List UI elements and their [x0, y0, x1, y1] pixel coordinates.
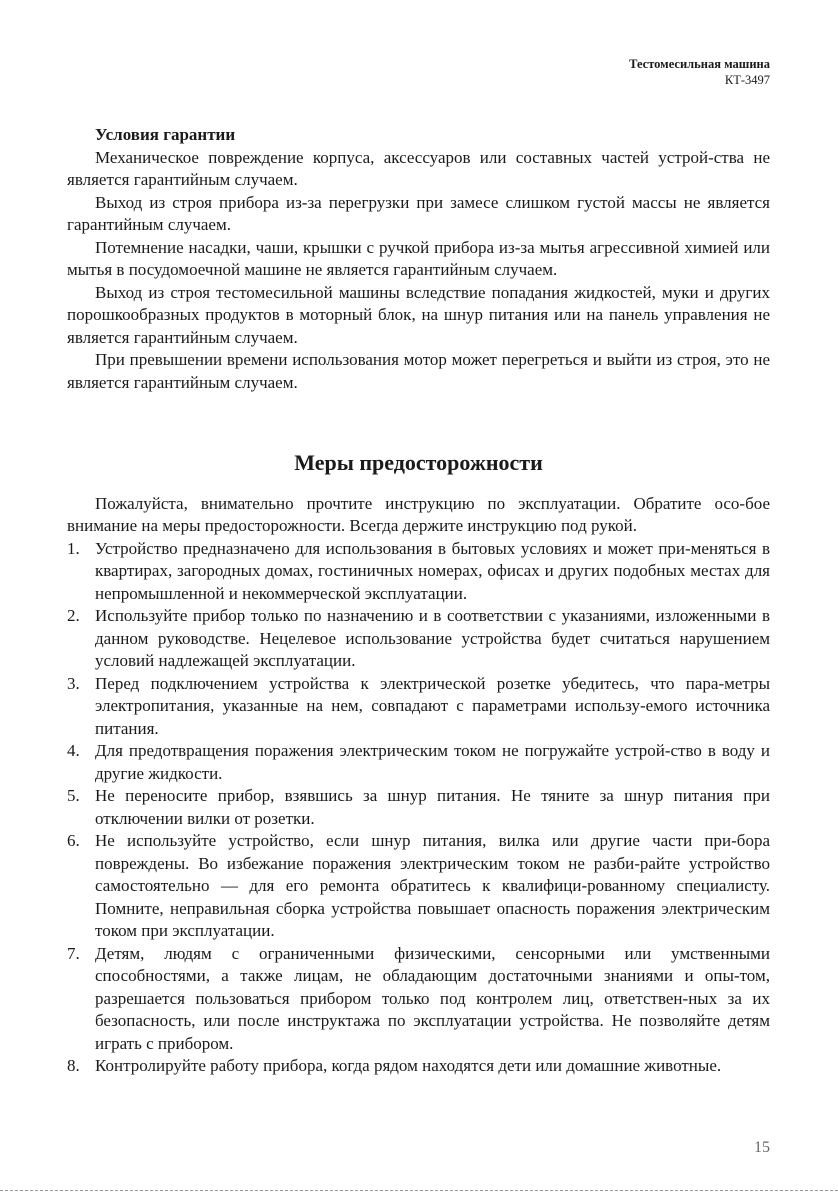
item-text: Детям, людям с ограниченными физическими, сенсорными или умственными способностями, а также лицам, не обладающим достаточными знаниями и опы-том, разрешается пользоваться прибором только под контролем лиц, ответствен-ных за их безопасность, или после инструктажа по эксплуатации устройства. Не позволяйте детям играть с прибором.: [95, 943, 770, 1053]
list-item: [67, 785, 770, 830]
page-edge-divider: [0, 1190, 838, 1191]
item-number: 5.: [67, 786, 80, 805]
precautions-intro: Пожалуйста, внимательно прочтите инструкцию по эксплуатации. Обратите осо-бое внимание на меры предосторожности. Всегда держите инструкцию под рукой.: [67, 493, 770, 535]
item-text: Не переносите прибор, взявшись за шнур питания. Не тяните за шнур питания при отключении вилки от розетки.: [95, 786, 770, 828]
list-item: [67, 605, 770, 673]
precautions-list: [67, 538, 770, 1078]
item-text: Перед подключением устройства к электрической розетке убедитесь, что пара-метры электропитания, указанные на нем, совпадают с параметрами использу-емого источника питания.: [95, 673, 770, 738]
product-model: КТ-3497: [724, 73, 770, 87]
list-item: [67, 1055, 770, 1078]
list-item: [67, 830, 770, 943]
page-content: [67, 124, 770, 1078]
item-number: 3.: [67, 673, 80, 693]
warranty-title: Условия гарантии: [95, 125, 236, 144]
warranty-paragraph: При превышении времени использования мотор может перегреться и выйти из строя, это не является гарантийным случаем.: [67, 350, 770, 392]
item-text: Устройство предназначено для использования в бытовых условиях и может при-меняться в квартирах, загородных домах, гостиничных номерах, офисах и других подобных местах для непромышленной и некоммерческой эксплуатации.: [95, 538, 770, 603]
page-number: 15: [754, 1139, 770, 1156]
item-number: 8.: [67, 1056, 80, 1075]
item-number: 2.: [67, 606, 80, 625]
item-text: Для предотвращения поражения электрическим током не погружайте устрой-ство в воду и другие жидкости.: [95, 741, 770, 783]
list-item: [67, 673, 770, 741]
item-text: Используйте прибор только по назначению и в соответствии с указаниями, изложенными в данном руководстве. Нецелевое использование устройства будет считаться нарушением условий надлежащей эксплуатации.: [95, 606, 770, 670]
warranty-paragraph: Потемнение насадки, чаши, крышки с ручкой прибора из-за мытья агрессивной химией или мытья в посудомоечной машине не является гарантийным случаем.: [67, 237, 770, 279]
item-number: 1.: [67, 538, 80, 558]
precautions-title: Меры предосторожности: [294, 450, 543, 475]
list-item: [67, 740, 770, 785]
item-text: Контролируйте работу прибора, когда рядом находятся дети или домашние животные.: [95, 1056, 722, 1075]
running-header: [629, 56, 770, 88]
warranty-paragraph: Выход из строя прибора из-за перегрузки при замесе слишком густой массы не является гарантийным случаем.: [67, 192, 770, 234]
list-item: [67, 538, 770, 606]
product-name: Тестомесильная машина: [629, 57, 770, 71]
warranty-paragraph: Выход из строя тестомесильной машины вследствие попадания жидкостей, муки и других порошкообразных продуктов в моторный блок, на шнур питания или на панель управления не является гарантийным случаем.: [67, 282, 770, 347]
warranty-paragraph: Механическое повреждение корпуса, аксессуаров или составных частей устрой-ства не является гарантийным случаем.: [67, 147, 770, 189]
item-text: Не используйте устройство, если шнур питания, вилка или другие части при-бора повреждены. Во избежание поражения электрическим током не разби-райте устройство самостоятельно — для его ремонта обратитесь к квалифици-рованному специалисту. Помните, неправильная сборка устройства повышает опасность поражения электрическим током при эксплуатации.: [95, 831, 770, 940]
item-number: 4.: [67, 741, 80, 760]
item-number: 6.: [67, 831, 80, 850]
item-number: 7.: [67, 943, 80, 963]
list-item: [67, 943, 770, 1056]
